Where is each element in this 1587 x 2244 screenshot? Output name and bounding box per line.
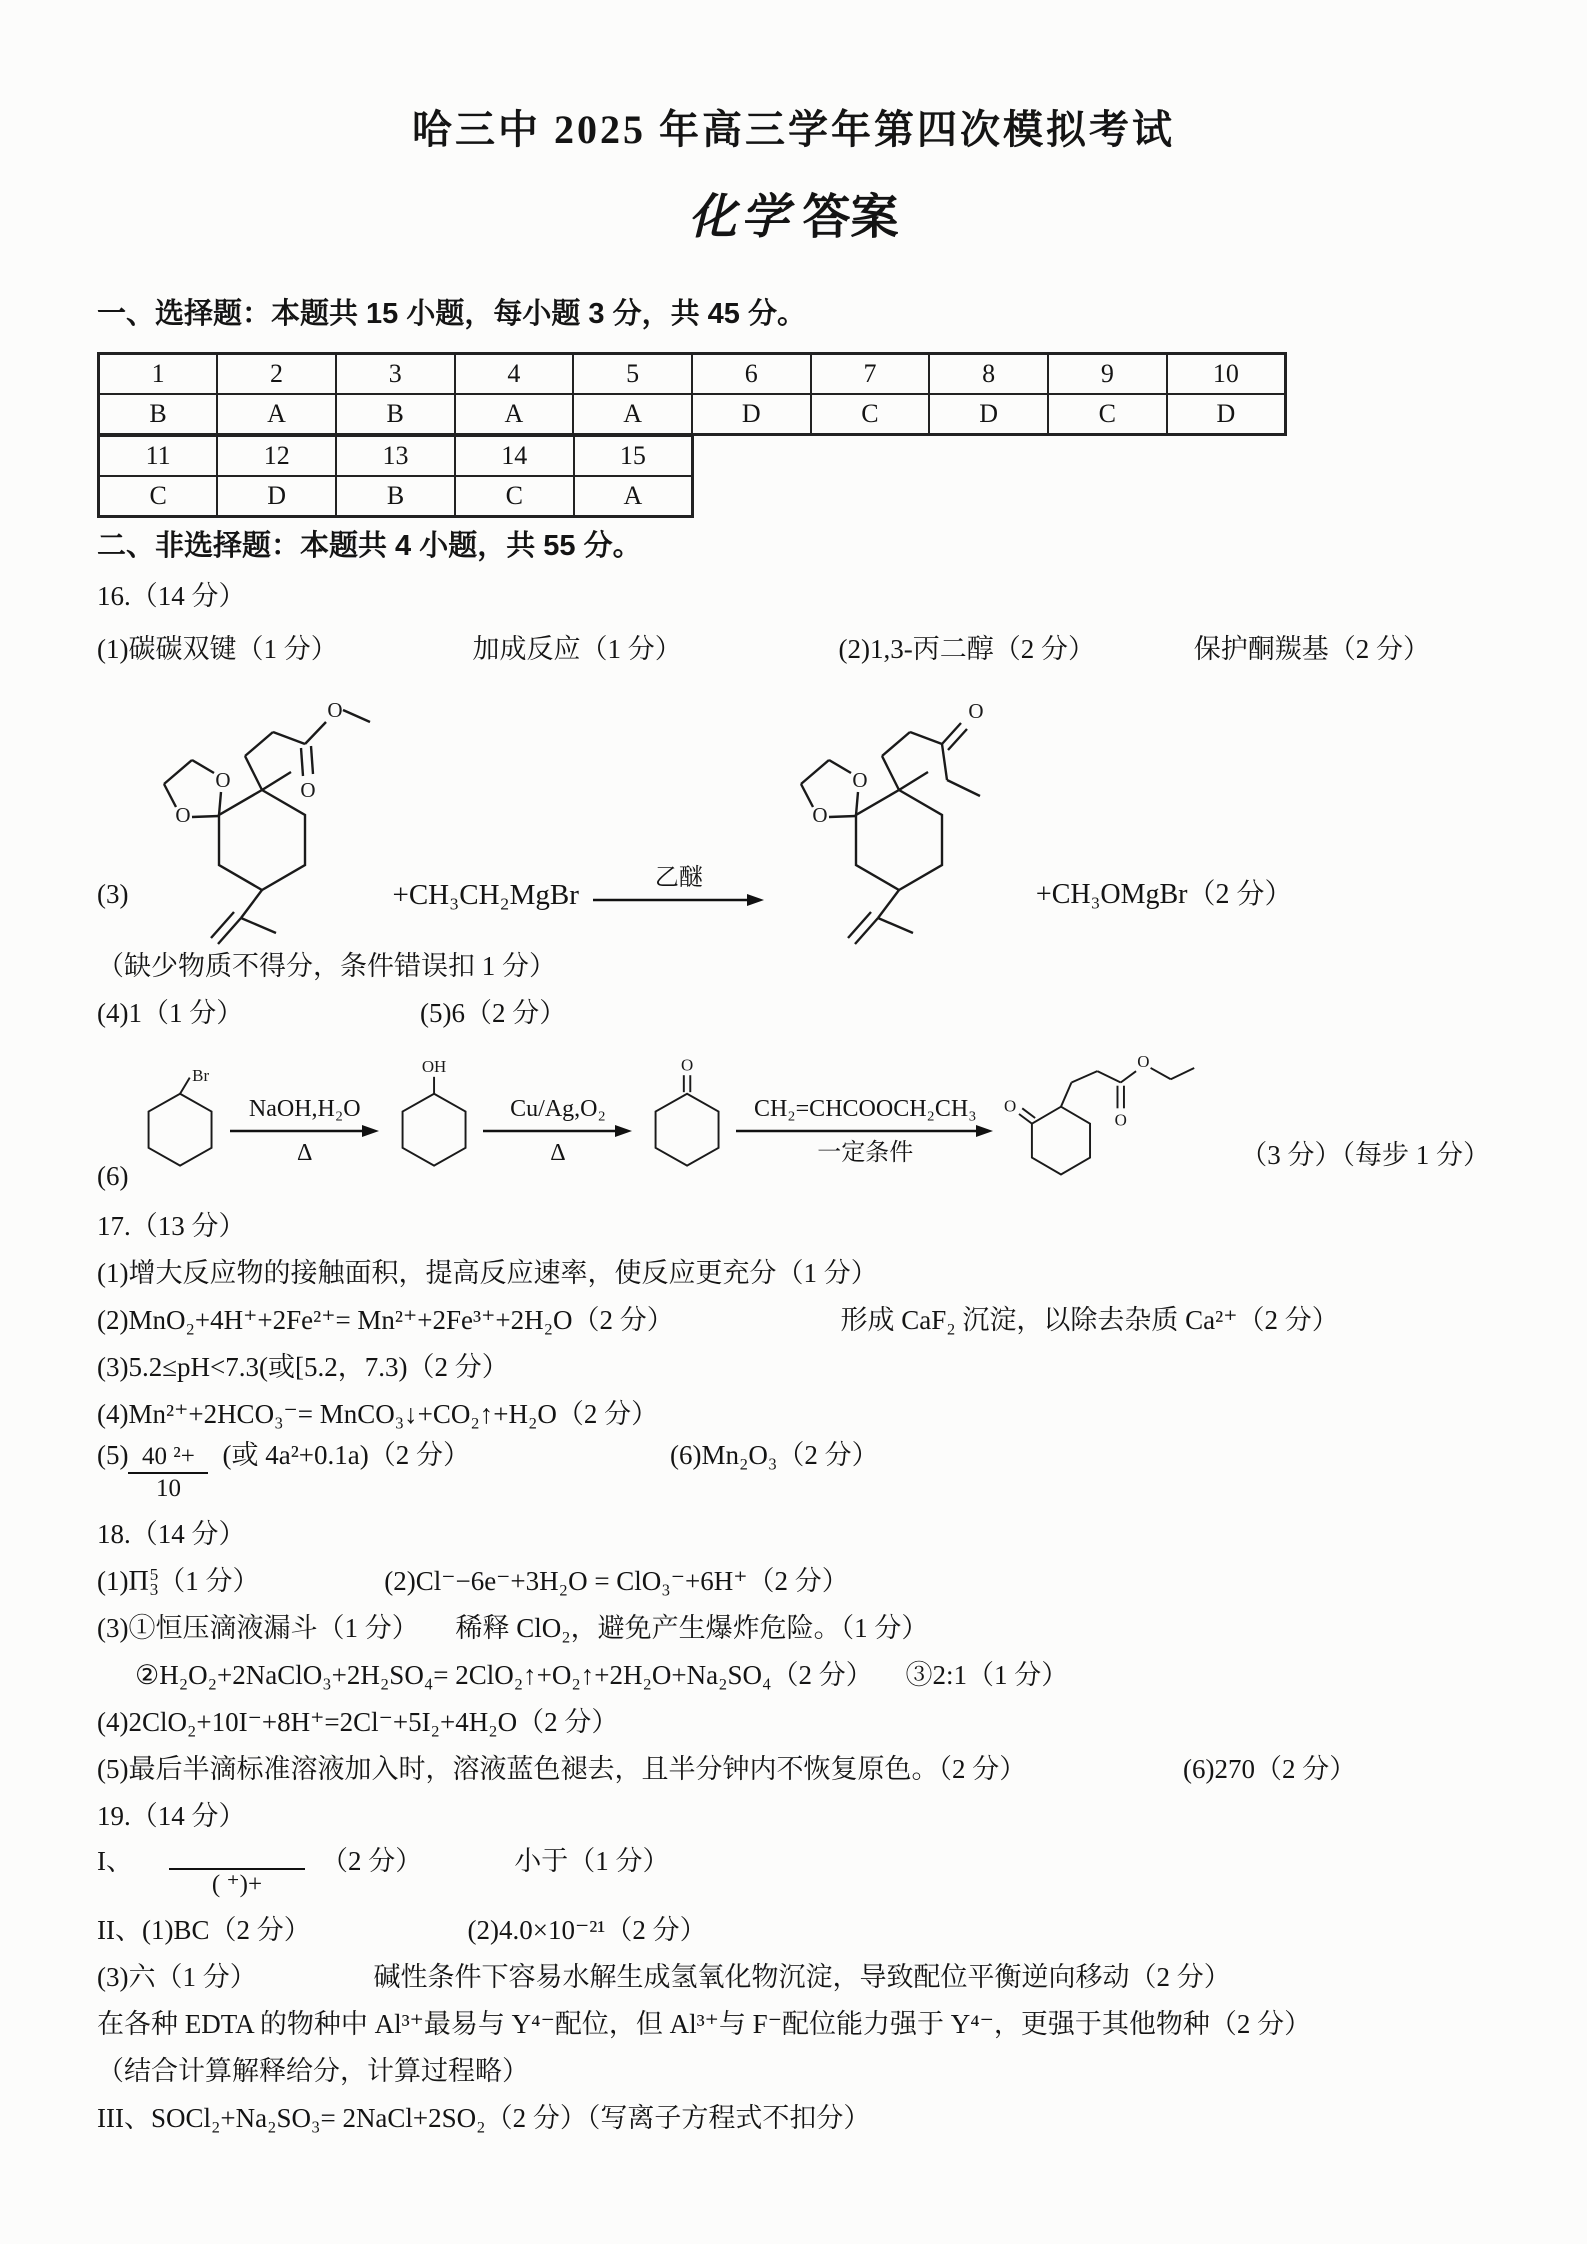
q16-6-arrow-3 [736,1095,994,1167]
atom-label-o: O [327,698,344,722]
fraction-denominator: ( ⁺)+ [211,1871,263,1898]
q16-3-grading-note: （缺少物质不得分，条件错误扣 1 分） [97,951,556,981]
atom-label-br: Br [192,1065,210,1085]
q18-answer-5-6 [97,1753,1490,1786]
q19-part2-answer-3 [97,1961,1490,1994]
q17-answer-1: (1)增大反应物的接触面积，提高反应速率，使反应更充分（1 分） [97,1258,878,1288]
reaction-arrow-icon [483,1123,633,1139]
q18-3-3-ratio: ③2:1（1 分） [905,1660,1069,1690]
q19-part2-answers-1-2 [97,1914,1490,1947]
structure-cyclohexanone [637,1042,732,1194]
atom-label-o: O [1137,1052,1150,1072]
table-row-answers-1-10 [99,394,1286,435]
q17-5-label: (5) [97,1440,129,1470]
cell-ans-13: B [336,476,455,517]
q18-1-prefix: (1) [97,1566,129,1596]
q17-answer-2 [97,1304,1490,1337]
cell-ans-5: A [573,394,692,435]
cell-ans-6: D [692,394,811,435]
q16-6-arrow-1 [230,1095,380,1167]
q18-title: 18.（14 分） [97,1519,246,1549]
q18-3-1-purpose: 稀释 ClO₂，避免产生爆炸危险。（1 分） [455,1613,929,1643]
q19-part2-edta-explanation: 在各种 EDTA 的物种中 Al³⁺最易与 Y⁴⁻配位，但 Al³⁺与 F⁻配位能力强于 Y⁴⁻，更强于其他物种（2 分） [97,2009,1312,2039]
q18-2-equation: (2)Cl⁻−6e⁻+3H₂O = ClO₃⁻+6H⁺（2 分） [384,1566,849,1596]
table-row-numbers-11-15 [99,436,693,477]
cell-ans-15: A [574,476,693,517]
cell-num-3: 3 [336,354,455,395]
cell-ans-12: D [217,476,336,517]
reaction-arrow-icon [736,1123,994,1139]
structure-ketal-ethyl-ketone [771,680,1026,948]
table-row-answers-11-15 [99,476,693,517]
arrow-condition-below: Δ [550,1140,566,1166]
q16-6-score: （3 分）（每步 1 分） [1240,1140,1490,1170]
q17-5-alternative: (或 4a²+0.1a)（2 分） [222,1440,471,1470]
arrow-condition-above: Cu/Ag,O₂ [510,1096,606,1122]
q17-answer-5-6 [97,1439,1490,1504]
q19-2-2-answer: (2)4.0×10⁻²¹（2 分） [467,1915,707,1945]
cell-ans-9: C [1048,394,1167,435]
atom-label-o: O [215,768,232,792]
q18-1-score: （1 分） [158,1566,260,1596]
q16-3-reagent: +CH₃CH₂MgBr [392,879,579,911]
q16-6-synthesis-route [97,1038,1490,1198]
q16-3-arrow [593,864,765,908]
page-title: 哈三中 2025 年高三学年第四次模拟考试 [412,107,1175,152]
q18-1-pi-notation [128,1565,158,1598]
q18-answer-4: (4)2ClO₂+10I⁻+8H⁺=2Cl⁻+5I₂+4H₂O（2 分） [97,1707,619,1737]
structure-bromocyclohexane [130,1042,225,1194]
section1-heading: 一、选择题：本题共 15 小题，每小题 3 分，共 45 分。 [97,298,806,330]
reaction-arrow-icon [230,1123,380,1139]
cell-num-8: 8 [929,354,1048,395]
atom-label-o: O [852,768,868,792]
subject-name: 化学 [688,191,793,244]
q17-6-answer: (6)Mn₂O₃（2 分） [670,1440,879,1470]
atom-label-o: O [1004,1096,1017,1116]
q16-5-answer: (5)6（2 分） [419,998,567,1028]
pi-subscript: 3 [149,1579,159,1599]
atom-label-o: O [812,803,828,827]
q18-3-1-answer: (3)①恒压滴液漏斗（1 分） [97,1613,419,1643]
cell-num-9: 9 [1048,354,1167,395]
cell-num-2: 2 [217,354,336,395]
page-subtitle [97,188,1490,248]
pi-superscript: 5 [149,1564,159,1584]
q17-2-explanation: 形成 CaF₂ 沉淀，以除去杂质 Ca²⁺（2 分） [840,1305,1339,1335]
cell-num-1: 1 [99,354,218,395]
q19-title: 19.（14 分） [97,1801,246,1831]
q18-3-2-equation: ②H₂O₂+2NaClO₃+2H₂SO₄= 2ClO₂↑+O₂↑+2H₂O+Na₂SO₄（2 分） [135,1660,873,1690]
q19-2-3-explanation: 碱性条件下容易水解生成氢氧化物沉淀，导致配位平衡逆向移动（2 分） [373,1962,1231,1992]
q16-6-arrow-2 [483,1095,633,1167]
cell-num-13: 13 [336,436,455,477]
arrow-condition-above: CH₂=CHCOOCH₂CH₃ [753,1096,977,1122]
atom-label-o: O [175,803,192,827]
cell-num-14: 14 [455,436,574,477]
q18-5-answer: (5)最后半滴标准溶液加入时，溶液蓝色褪去，且半分钟内不恢复原色。（2 分） [97,1754,1027,1784]
q16-1-answer-b: 加成反应（1 分） [472,634,682,664]
atom-label-o: O [1114,1110,1128,1130]
cell-ans-2: A [217,394,336,435]
cell-num-12: 12 [217,436,336,477]
fraction-denominator: 10 [155,1475,181,1502]
fraction-numerator: 40 ²+ [128,1442,208,1474]
cell-ans-14: C [455,476,574,517]
reaction-arrow-icon [593,892,765,908]
q16-3-product-suffix: +CH₃OMgBr（2 分） [1035,879,1293,910]
q16-2-answer-a: (2)1,3-丙二醇（2 分） [838,634,1095,664]
cell-num-7: 7 [811,354,930,395]
pi-symbol: Π [128,1566,149,1597]
q16-1-answer-a: (1)碳碳双键（1 分） [97,634,338,664]
fraction-numerator [169,1858,305,1870]
cell-ans-3: B [336,394,455,435]
q17-2-equation: (2)MnO₂+4H⁺+2Fe²⁺= Mn²⁺+2Fe³⁺+2H₂O（2 分） [97,1305,674,1335]
q17-title: 17.（13 分） [97,1211,246,1241]
cell-ans-1: B [99,394,218,435]
q19-part1-score: （2 分） [321,1846,423,1876]
cell-num-5: 5 [573,354,692,395]
answer-table-11-15 [97,434,694,518]
q19-part1-answer-b: 小于（1 分） [514,1846,670,1876]
answer-word: 答案 [802,191,899,244]
cell-num-11: 11 [99,436,218,477]
section2-heading: 二、非选择题：本题共 4 小题，共 55 分。 [97,530,642,562]
q19-part2-grading-note: （结合计算解释给分，计算过程略） [97,2056,529,2086]
q16-title: 16.（14 分） [97,581,246,611]
q16-6-label: (6) [97,1161,129,1191]
cell-ans-7: C [811,394,930,435]
structure-oxocyclohexyl-ethyl-propanoate [998,1038,1212,1198]
q19-2-1-answer: II、(1)BC（2 分） [97,1915,311,1945]
cell-num-4: 4 [455,354,574,395]
cell-ans-11: C [99,476,218,517]
q17-answer-3: (3)5.2≤pH<7.3(或[5.2，7.3)（2 分） [97,1352,509,1382]
q19-2-3-answer: (3)六（1 分） [97,1962,257,1992]
q16-answer-line-1 [97,633,1490,666]
q16-2-answer-b: 保护酮羰基（2 分） [1193,634,1430,664]
q17-5-fraction [128,1442,208,1504]
q18-6-answer: (6)270（2 分） [1182,1754,1357,1784]
q16-answer-line-45 [97,997,1490,1030]
answer-table-1-10 [97,352,1287,436]
atom-label-o: O [968,699,984,723]
atom-label-o: O [680,1055,694,1075]
arrow-condition-below: Δ [297,1140,313,1166]
arrow-condition-below: 一定条件 [817,1140,914,1166]
q19-part1-label: I、 [97,1846,133,1876]
cell-num-15: 15 [574,436,693,477]
structure-cyclohexanol [384,1042,479,1194]
q16-3-reaction-scheme [97,670,1490,948]
cell-ans-10: D [1167,394,1286,435]
atom-label-oh: OH [421,1056,447,1076]
q18-answer-1 [97,1565,1490,1598]
cell-ans-4: A [455,394,574,435]
q17-answer-4: (4)Mn²⁺+2HCO₃⁻= MnCO₃↓+CO₂↑+H₂O（2 分） [97,1399,659,1429]
q19-part1-answer [97,1845,1490,1900]
cell-num-10: 10 [1167,354,1286,395]
cell-num-6: 6 [692,354,811,395]
cell-ans-8: D [929,394,1048,435]
q18-answer-3-2-3 [135,1659,1490,1692]
atom-label-o: O [300,778,317,802]
arrow-condition-above: 乙醚 [654,865,703,891]
structure-ketal-methyl-ester [134,670,384,948]
q19-part3-equation: III、SOCl₂+Na₂SO₃= 2NaCl+2SO₂（2 分）（写离子方程式不扣分） [97,2103,871,2133]
q16-3-label: (3) [97,879,129,909]
q16-4-answer: (4)1（1 分） [97,998,244,1028]
q19-part1-fraction [169,1858,305,1900]
arrow-condition-above: NaOH,H₂O [248,1096,361,1122]
table-row-numbers-1-10 [99,354,1286,395]
q18-answer-3-1 [97,1612,1490,1645]
